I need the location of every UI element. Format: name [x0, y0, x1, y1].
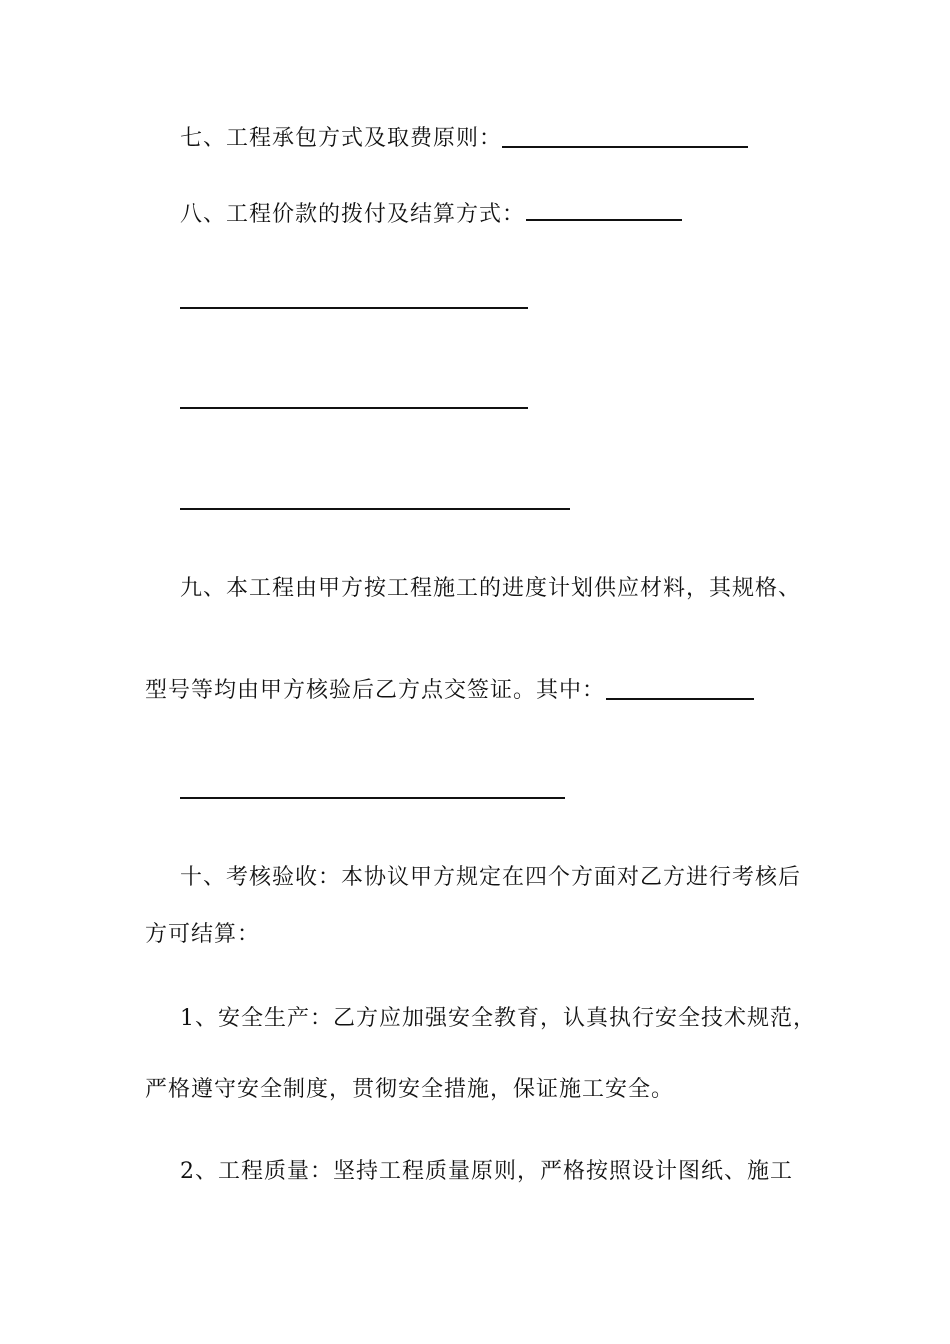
section-10-line-1: 十、考核验收：本协议甲方规定在四个方面对乙方进行考核后 [180, 865, 802, 890]
section-8-blank-line-3 [180, 407, 528, 409]
section-8-blank-line-4 [180, 508, 570, 510]
section-8-blank-line [526, 219, 682, 221]
section-7-blank-line [502, 146, 748, 148]
section-9-line-1: 九、本工程由甲方按工程施工的进度计划供应材料，其规格、 [180, 576, 802, 601]
section-10-line-2: 方可结算： [145, 922, 261, 947]
item-1-line-2: 严格遵守安全制度，贯彻安全措施，保证施工安全。 [145, 1077, 675, 1102]
section-7-text: 七、工程承包方式及取费原则： [180, 126, 503, 151]
section-8-text: 八、工程价款的拨付及结算方式： [180, 202, 526, 227]
section-8-blank-line-2 [180, 307, 528, 309]
section-9-blank-line-2 [180, 797, 565, 799]
section-9-line-2: 型号等均由甲方核验后乙方点交签证。其中： [145, 678, 606, 703]
section-9-blank-line [606, 698, 754, 700]
item-2-line-1: 2、工程质量：坚持工程质量原则，严格按照设计图纸、施工 [180, 1159, 793, 1184]
item-1-line-1: 1、安全生产：乙方应加强安全教育，认真执行安全技术规范， [180, 1006, 816, 1031]
